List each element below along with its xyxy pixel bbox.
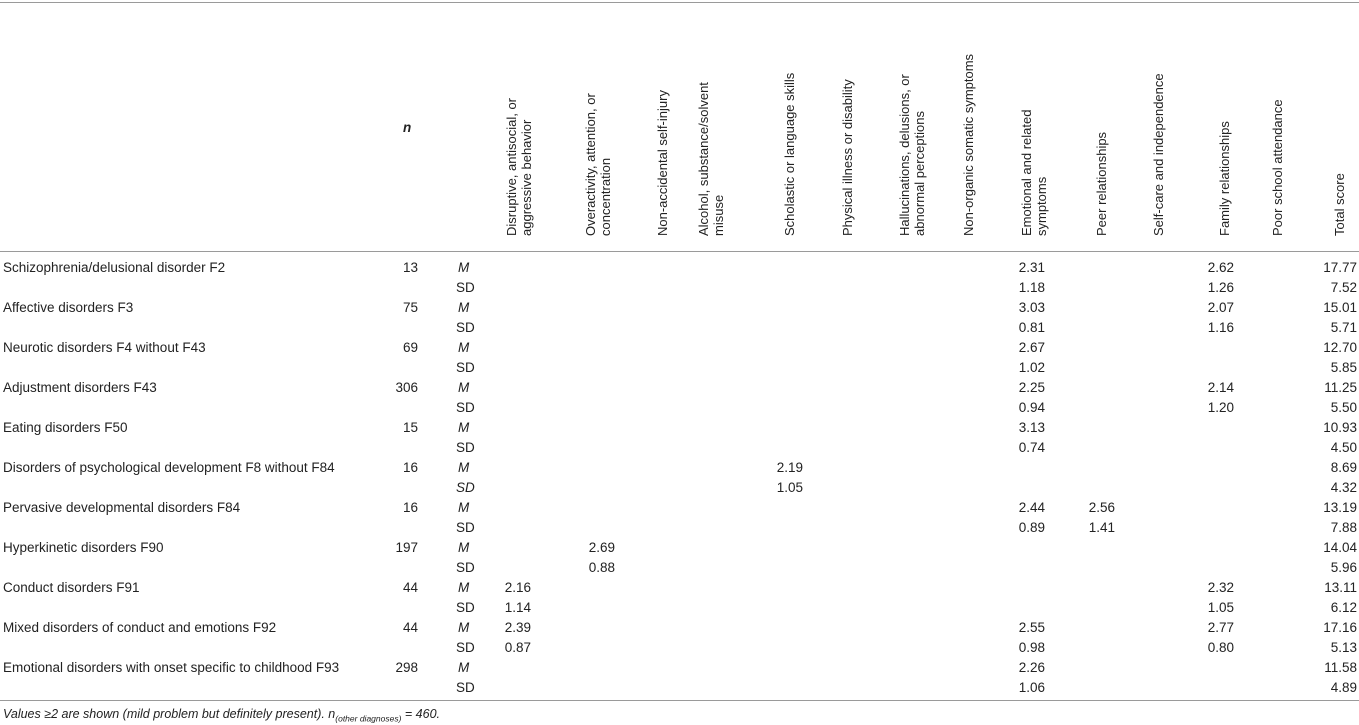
value-total-m: 10.93	[1323, 420, 1357, 435]
stat-label-m: M	[458, 500, 470, 515]
row-label: Affective disorders F3	[3, 300, 134, 315]
column-header-attendance	[1270, 99, 1285, 236]
value-emotional-sd: 1.06	[1018, 680, 1045, 695]
stat-label-m: M	[458, 460, 470, 475]
row-label: Schizophrenia/delusional disorder F2	[3, 260, 226, 275]
value-total-sd: 7.88	[1330, 520, 1357, 535]
n-column-header: n	[403, 120, 412, 135]
value-emotional-m: 3.03	[1018, 300, 1045, 315]
row-n-value: 69	[402, 340, 418, 355]
footnote-text-end: = 460.	[401, 707, 440, 721]
row-n-value: 16	[402, 460, 418, 475]
column-header-line: Hallucinations, delusions, or	[897, 74, 912, 236]
value-overactivity-m: 2.69	[588, 540, 615, 555]
value-total-sd: 7.52	[1330, 280, 1357, 295]
column-header-peer	[1094, 132, 1109, 236]
value-scholastic-m: 2.19	[776, 460, 803, 475]
row-n-value: 15	[402, 420, 418, 435]
stat-label-m: M	[458, 660, 470, 675]
value-emotional-m: 2.44	[1018, 500, 1045, 515]
stat-label-m: M	[458, 420, 470, 435]
value-family-sd: 1.16	[1207, 320, 1234, 335]
value-family-m: 2.14	[1207, 380, 1234, 395]
column-header-line: misuse	[711, 194, 726, 236]
stat-label-sd: SD	[456, 440, 475, 455]
column-header-total	[1332, 173, 1347, 236]
value-family-sd: 1.20	[1207, 400, 1234, 415]
table-top-rule	[0, 2, 1359, 3]
value-total-sd: 5.50	[1330, 400, 1357, 415]
column-header-line: Poor school attendance	[1269, 99, 1285, 236]
value-total-m: 17.77	[1323, 260, 1357, 275]
row-n-value: 16	[402, 500, 418, 515]
stat-label-sd: SD	[456, 360, 475, 375]
row-label: Adjustment disorders F43	[3, 380, 157, 395]
row-label: Conduct disorders F91	[3, 580, 140, 595]
value-family-m: 2.07	[1207, 300, 1234, 315]
value-emotional-m: 2.25	[1018, 380, 1045, 395]
column-header-line: abnormal perceptions	[912, 110, 927, 236]
value-total-m: 11.58	[1324, 660, 1357, 675]
value-total-sd: 4.89	[1330, 680, 1357, 695]
stat-label-sd: SD	[456, 320, 475, 335]
column-header-line: Scholastic or language skills	[781, 72, 797, 236]
row-n-value: 298	[395, 660, 418, 675]
column-header-selfcare	[1151, 73, 1166, 236]
stat-label-m: M	[458, 620, 470, 635]
row-label: Hyperkinetic disorders F90	[3, 540, 164, 555]
header-bottom-rule	[0, 251, 1359, 252]
value-emotional-sd: 1.02	[1018, 360, 1045, 375]
column-header-line: Total score	[1331, 173, 1347, 236]
value-emotional-sd: 0.94	[1018, 400, 1045, 415]
stat-label-sd: SD	[456, 680, 475, 695]
stat-label-sd: SD	[456, 280, 475, 295]
column-header-line: concentration	[598, 157, 613, 236]
column-header-line: Peer relationships	[1093, 131, 1109, 236]
column-header-disruptive	[504, 98, 534, 236]
value-total-m: 11.25	[1324, 380, 1357, 395]
table-footnote	[3, 707, 440, 724]
column-header-line: Emotional and related	[1019, 109, 1034, 236]
row-label: Pervasive developmental disorders F84	[3, 500, 241, 515]
value-total-m: 12.70	[1323, 340, 1357, 355]
value-total-sd: 5.85	[1330, 360, 1357, 375]
column-header-physical	[840, 79, 855, 236]
row-label: Neurotic disorders F4 without F43	[3, 340, 206, 355]
column-header-halluc	[897, 74, 927, 236]
column-header-somatic	[961, 54, 976, 236]
value-total-m: 14.04	[1323, 540, 1357, 555]
value-total-sd: 5.71	[1330, 320, 1357, 335]
column-header-family	[1217, 121, 1232, 236]
value-total-m: 15.01	[1323, 300, 1357, 315]
column-header-line: Alcohol, substance/solvent	[696, 82, 711, 236]
value-disruptive-m: 2.39	[504, 620, 531, 635]
stat-label-sd: SD	[456, 480, 475, 495]
stat-label-sd: SD	[456, 400, 475, 415]
column-header-line: Physical illness or disability	[839, 79, 855, 236]
value-total-sd: 5.13	[1330, 640, 1357, 655]
value-disruptive-sd: 1.14	[504, 600, 531, 615]
value-emotional-sd: 0.89	[1018, 520, 1045, 535]
column-header-line: Overactivity, attention, or	[583, 93, 598, 236]
value-emotional-m: 3.13	[1018, 420, 1045, 435]
column-header-line: Family relationships	[1216, 121, 1232, 236]
column-header-line: Disruptive, antisocial, or	[504, 98, 519, 236]
row-n-value: 197	[395, 540, 418, 555]
stat-label-m: M	[458, 340, 470, 355]
value-total-sd: 4.32	[1330, 480, 1357, 495]
column-header-line: Non-organic somatic symptoms	[960, 53, 976, 236]
column-header-overactivity	[583, 93, 613, 236]
value-emotional-sd: 0.81	[1018, 320, 1045, 335]
row-label: Mixed disorders of conduct and emotions F92	[3, 620, 277, 635]
row-n-value: 13	[402, 260, 418, 275]
value-family-sd: 1.26	[1207, 280, 1234, 295]
value-scholastic-sd: 1.05	[776, 480, 803, 495]
stat-label-sd: SD	[456, 640, 475, 655]
stat-label-m: M	[458, 260, 470, 275]
column-header-selfinjury	[655, 90, 670, 236]
row-label: Disorders of psychological development F8 without F84	[3, 460, 335, 475]
value-total-sd: 4.50	[1330, 440, 1357, 455]
row-n-value: 44	[402, 620, 418, 635]
value-disruptive-m: 2.16	[504, 580, 531, 595]
value-emotional-m: 2.31	[1018, 260, 1045, 275]
column-header-line: Self-care and independence	[1150, 73, 1166, 236]
value-peer-sd: 1.41	[1088, 520, 1115, 535]
value-total-sd: 5.96	[1330, 560, 1357, 575]
column-header-emotional	[1019, 110, 1049, 236]
footnote-text: Values ≥2 are shown (mild problem but definitely present). n	[3, 707, 336, 721]
value-peer-m: 2.56	[1088, 500, 1115, 515]
value-family-sd: 0.80	[1207, 640, 1234, 655]
value-emotional-m: 2.67	[1018, 340, 1045, 355]
table-bottom-rule	[0, 700, 1359, 701]
stat-label-sd: SD	[456, 560, 475, 575]
value-total-m: 13.11	[1324, 580, 1357, 595]
value-emotional-sd: 0.98	[1018, 640, 1045, 655]
value-family-m: 2.32	[1207, 580, 1234, 595]
value-emotional-m: 2.26	[1018, 660, 1045, 675]
value-overactivity-sd: 0.88	[588, 560, 615, 575]
stat-label-m: M	[458, 300, 470, 315]
value-emotional-sd: 0.74	[1018, 440, 1045, 455]
stat-label-m: M	[458, 580, 470, 595]
value-emotional-sd: 1.18	[1018, 280, 1045, 295]
value-family-sd: 1.05	[1207, 600, 1234, 615]
column-header-scholastic	[782, 73, 797, 236]
stat-label-m: M	[458, 540, 470, 555]
value-total-m: 8.69	[1330, 460, 1357, 475]
stat-label-m: M	[458, 380, 470, 395]
stat-label-sd: SD	[456, 520, 475, 535]
value-total-sd: 6.12	[1330, 600, 1357, 615]
row-n-value: 75	[402, 300, 418, 315]
column-header-line: aggressive behavior	[519, 119, 534, 236]
value-family-m: 2.77	[1207, 620, 1234, 635]
row-label: Emotional disorders with onset specific to childhood F93	[3, 660, 340, 675]
footnote-subscript: (other diagnoses)	[335, 713, 402, 724]
value-disruptive-sd: 0.87	[504, 640, 531, 655]
row-n-value: 306	[395, 380, 418, 395]
column-header-alcohol	[696, 82, 726, 236]
value-total-m: 13.19	[1323, 500, 1357, 515]
column-header-line: symptoms	[1034, 176, 1049, 236]
column-header-line: Non-accidental self-injury	[654, 90, 670, 236]
row-n-value: 44	[402, 580, 418, 595]
value-emotional-m: 2.55	[1018, 620, 1045, 635]
value-family-m: 2.62	[1207, 260, 1234, 275]
row-label: Eating disorders F50	[3, 420, 128, 435]
stat-label-sd: SD	[456, 600, 475, 615]
value-total-m: 17.16	[1323, 620, 1357, 635]
